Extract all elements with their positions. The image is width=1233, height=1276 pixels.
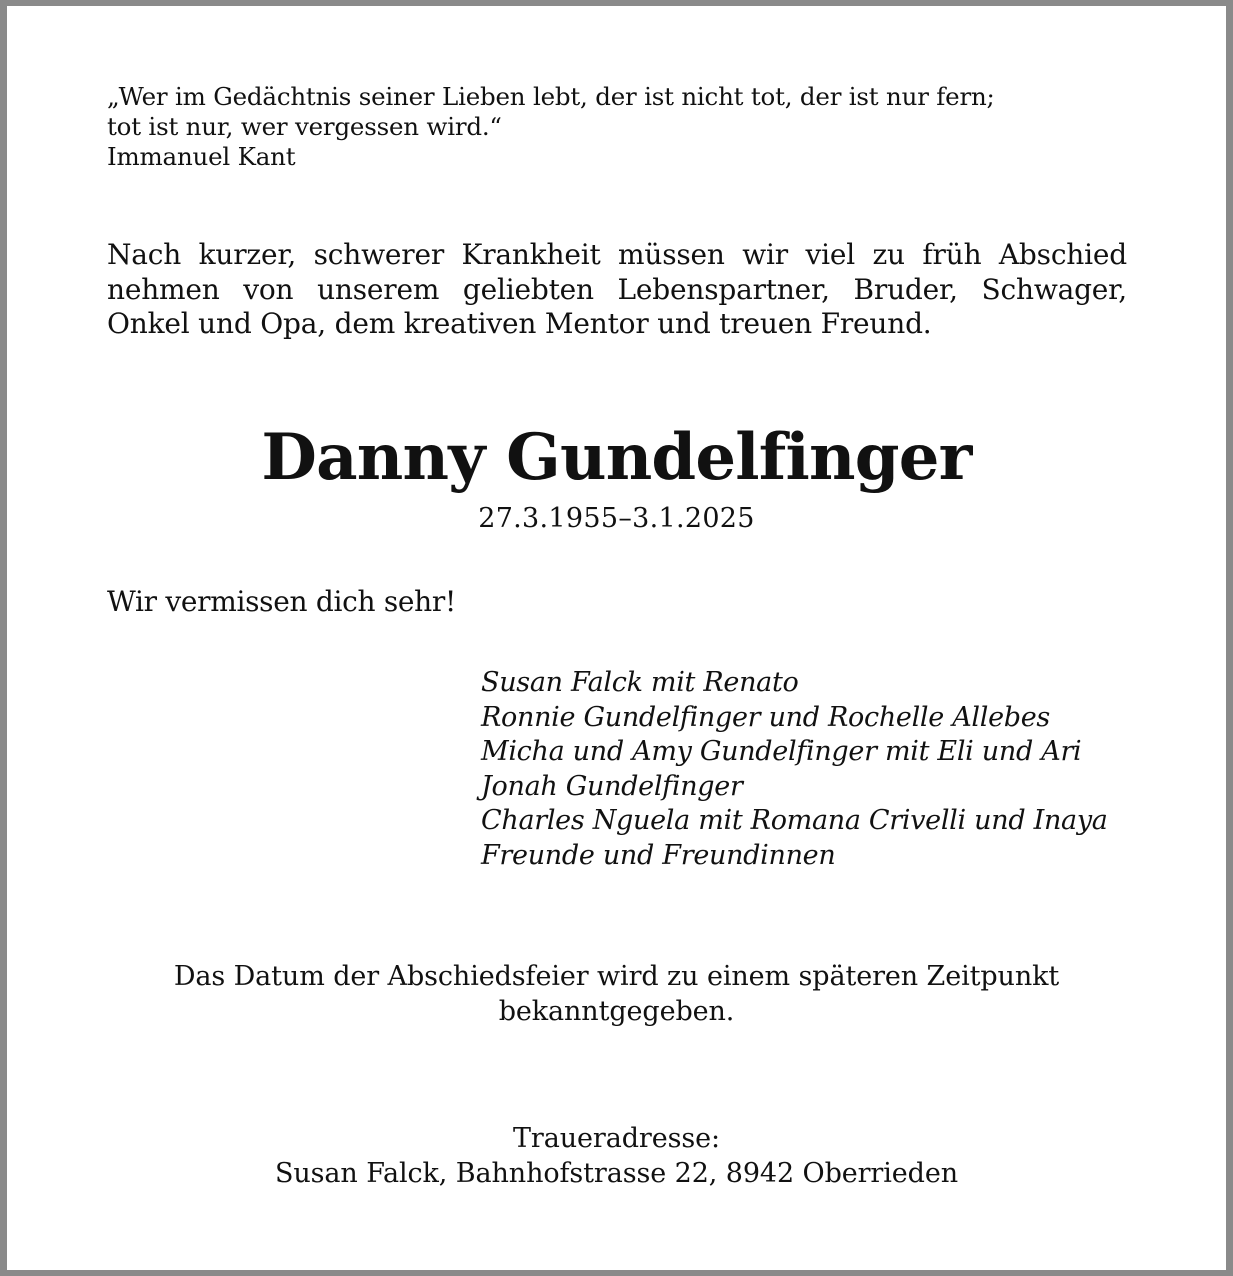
mourner-name: Micha und Amy Gundelfinger mit Eli und Ari (481, 736, 1082, 768)
address-label: Traueradresse: (513, 1123, 720, 1154)
ceremony-notice (7, 960, 1226, 1029)
deceased-name: Danny Gundelfinger (261, 420, 972, 495)
intro-paragraph: Nach kurzer, schwerer Krankheit müssen wir viel zu früh Abschied nehmen von unserem geliebten Lebenspartner, Bruder, Schwager, Onkel und Opa, dem kreativen Mentor und treuen Freund. (107, 238, 1127, 340)
mourning-address (7, 1122, 1226, 1191)
mourner-name: Susan Falck mit Renato (481, 667, 799, 698)
ceremony-line: Das Datum der Abschiedsfeier wird zu einem späteren Zeitpunkt (173, 961, 1060, 992)
mourner-name: Ronnie Gundelfinger und Rochelle Allebes (481, 701, 1050, 733)
mourner-name: Jonah Gundelfinger (481, 770, 743, 802)
ceremony-line: bekanntgegeben. (498, 995, 735, 1027)
mourners-list (481, 666, 1181, 874)
quote-line: tot ist nur, wer vergessen wird.“ (107, 112, 502, 141)
quote-author: Immanuel Kant (107, 142, 296, 171)
epigraph-quote (107, 82, 1107, 172)
farewell-line: Wir vermissen dich sehr! (107, 585, 456, 618)
quote-line: „Wer im Gedächtnis seiner Lieben lebt, der ist nicht tot, der ist nur fern; (107, 82, 995, 111)
mourner-name: Freunde und Freundinnen (481, 839, 836, 871)
address-value: Susan Falck, Bahnhofstrasse 22, 8942 Oberrieden (274, 1157, 959, 1189)
mourner-name: Charles Nguela mit Romana Crivelli und Inaya (481, 805, 1108, 837)
life-dates: 27.3.1955–3.1.2025 (478, 503, 755, 534)
